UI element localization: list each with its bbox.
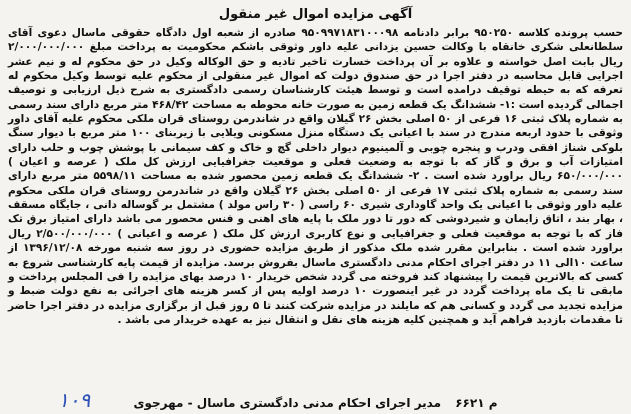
handwritten-mark: ۱۰۹ [58,388,91,412]
footer-signature: مدیر اجرای احکام مدنی دادگستری ماسال - مهرجوی [133,396,442,410]
notice-title: آگهی مزایده اموال غیر منقول [218,7,413,22]
footer-code: م ۶۶۲۱ [455,396,498,410]
notice-footer [0,396,631,410]
notice-body: حسب پرونده کلاسه ۹۵۰۲۵۰ برابر دادنامه ۹۵۰۹۹۷۱۸۳۱۰۰۰۹۸ صادره از شعبه اول دادگاه حقوقی ماسال دعوی آقای سلطانعلی شکری خانقاه با وکالت حسین یزدانی علیه داور وثوقی باشکم محکومیت به پرداخت مبلغ ۲/۰۰۰/۰۰۰/۰۰۰ ریال بابت اصل خواسته و علاوه بر آن پرداخت خسارت تاخیر تادیه و حق الوکاله وکیل در حق محکوم له و نیم عشر اجرایی قابل محاسبه در دفتر اجرا در حق صندوق دولت که اموال غیر منقولی از محکوم علیه توسط وکیل محکوم له تعرفه که به حیطه توقیف درامده است و توسط هیئت کارشناسان رسمی دادگستری به شرح ذیل ارزیابی و توصیف اجمالی گردیده است :۱- ششدانگ یک قطعه زمین به صورت خانه محوطه به مساحت ۴۶۸/۴۲ متر مربع دارای سند رسمی به شماره پلاک ثبتی ۱۶ فرعی از ۵۰ اصلی بخش ۲۶ گیلان واقع در شاندرمن روستای قران ملکی محکوم علیه آقای داور وثوقی با حدود اربعه مندرج در سند با اعیانی یک دستگاه منزل مسکونی ویلایی با زیربنای ۱۰۰ متر مربع با دیوار سنگ بلوکی شناژ افقی ودرب و پنجره چوبی و آلمینیوم دیوار داخلی گچ و خاک و کف سیمانی با پوشش چوب و حلب دارای امتیازات آب و برق و گاز که با توجه به وضعیت فعلی و موقعیت جغرافیایی ارزش کل ملک ( عرصه و اعیان ) ۶۵۰/۰۰۰/۰۰۰ ریال براورد شده است . ۲- ششدانگ یک قطعه زمین محصور شده به مساحت ۵۵۹۸/۱۱ متر مربع دارای سند رسمی به شماره پلاک ثبتی ۱۷ فرعی از ۵۰ اصلی بخش ۲۶ گیلان واقع در شاندرمن روستای قران ملکی محکوم علیه داور وثوقی با اعیانی یک واحد گاوداری شیری ۶۰ راسی ( ۳۰ راس مولد ) مشتمل بر گوساله دانی ، جایگاه مسقف ، بهار بند ، اتاق زایمان و شیردوشی که دور تا دور ملک با پایه های اهنی و فنس محصور می باشد دارای امتیاز برق تک فاز که با توجه به موقعیت فعلی و جغرافیایی و نوع کاربری ارزش کل ملک ( عرصه و اعیانی ) ۲/۵۰۰/۰۰۰/۰۰۰ ریال براورد شده است . بنابراین مقرر شده ملک مذکور از طریق مزایده حضوری در روز سه شنبه مورخه ۱۳۹۶/۱۲/۰۸ از ساعت ۱۰الی ۱۱ در دفتر اجرای احکام مدنی دادگستری ماسال بفروش برسد. مزایده از قیمت پایه کارشناسی شروع به کسی که بالاترین قیمت را پیشنهاد کند فروخته می گردد شخص خریدار ۱۰ درصد بهای مزایده را فی المجلس پرداخت و مابقی تا یک ماه پرداخت گردد در غیر اینصورت ۱۰ درصد اولیه پس از کسر هزینه های اجرائی به نفع دولت ضبط و مزایده تجدید می گردد و کسانی هم که مایلند در مزایده شرکت کنند تا ۵ روز قبل از برگزاری مزایده در دفتر اجرا حاضر تا مقدمات بازدید فراهم آید و همچنین کلیه هزینه های نقل و انتقال نیز به عهده خریدار می باشد . [8,27,624,326]
